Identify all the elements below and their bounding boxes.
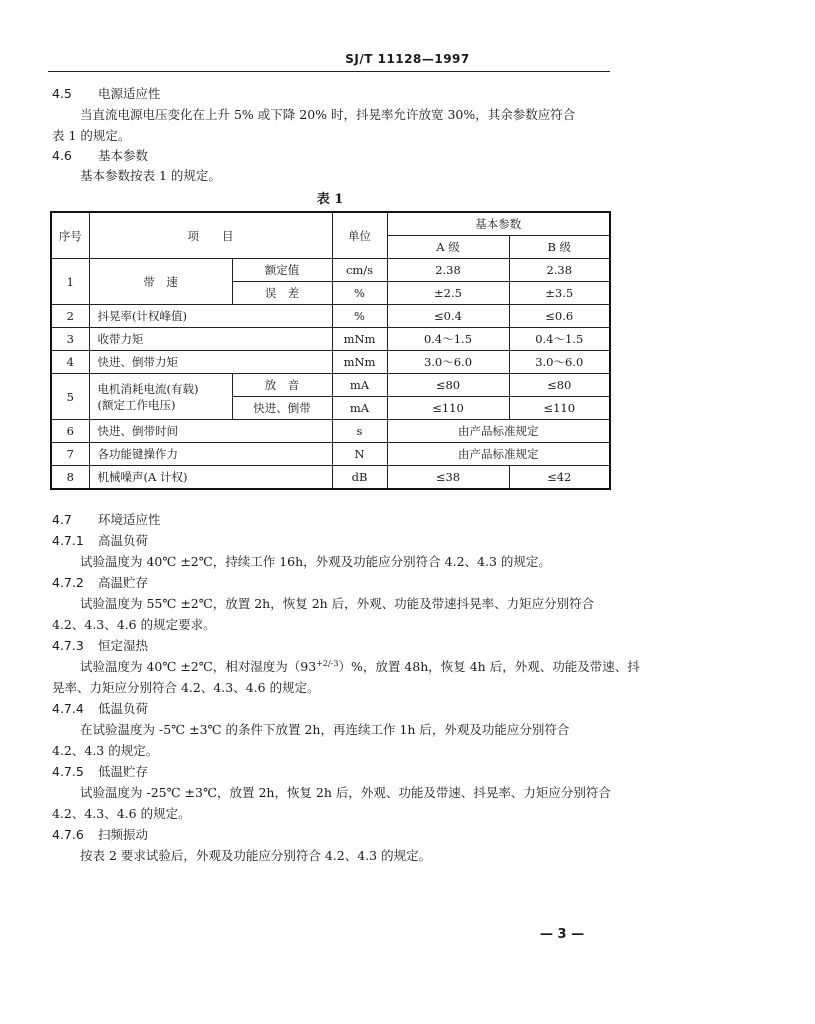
humidity-tolerance: +2/-3 [316,658,339,668]
table-row-5a [51,374,610,397]
row-1-sub2-name: 误 差 [232,282,332,305]
header-item: 项 目 [89,212,332,259]
row-1-sub1-b: 2.38 [509,259,610,282]
row-2-b: ≤0.6 [509,305,610,328]
section-4-7-4-text-line2: 4.2、4.3 的规定。 [52,743,159,758]
section-4-7-heading: 4.7 环境适应性 [52,512,161,527]
row-6-value: 由产品标准规定 [387,420,610,443]
row-5-sub1-name: 放 音 [232,374,332,397]
row-4-a: 3.0～6.0 [387,351,509,374]
section-4-7-2-text-line2: 4.2、4.3、4.6 的规定要求。 [52,617,216,632]
row-5-sub1-a: ≤80 [387,374,509,397]
header-unit: 单位 [332,212,387,259]
table-row-3 [51,328,610,351]
section-4-7-1-text: 试验温度为 40℃ ±2℃，持续工作 16h，外观及功能应分别符合 4.2、4.3 的规定。 [80,554,551,569]
row-7-value: 由产品标准规定 [387,443,610,466]
row-1-sub2-b: ±3.5 [509,282,610,305]
row-5-sub2-unit: mA [332,397,387,420]
row-3-a: 0.4～1.5 [387,328,509,351]
document-header-code: SJ/T 11128—1997 [345,52,470,66]
section-4-7-4-text-line1: 在试验温度为 -5℃ ±3℃ 的条件下放置 2h，再连续工作 1h 后，外观及功能应分别符合 [80,722,570,737]
row-2-a: ≤0.4 [387,305,509,328]
row-6-seq: 6 [51,420,89,443]
row-7-item: 各功能键操作力 [89,443,332,466]
table-row-4 [51,351,610,374]
row-6-unit: s [332,420,387,443]
row-4-b: 3.0～6.0 [509,351,610,374]
row-2-unit: % [332,305,387,328]
row-1-sub2-a: ±2.5 [387,282,509,305]
section-4-5-text-line1: 当直流电源电压变化在上升 5% 或下降 20% 时，抖晃率允许放宽 30%，其余参数应符合 [80,107,576,122]
row-4-seq: 4 [51,351,89,374]
header-grade-b: B 级 [509,236,610,259]
basic-parameters-table [50,211,611,490]
row-7-unit: N [332,443,387,466]
section-4-7-1-heading: 4.7.1 高温负荷 [52,533,149,548]
row-5-item [89,374,232,420]
section-4-5-text-line2: 表 1 的规定。 [52,128,131,143]
row-1-sub1-a: 2.38 [387,259,509,282]
section-4-7-6-heading: 4.7.6 扫频振动 [52,827,149,842]
section-4-7-6-text: 按表 2 要求试验后，外观及功能应分别符合 4.2、4.3 的规定。 [80,848,432,863]
row-1-sub2-unit: % [332,282,387,305]
section-4-6-text: 基本参数按表 1 的规定。 [80,168,221,183]
section-4-7-3-heading: 4.7.3 恒定湿热 [52,638,149,653]
row-8-item: 机械噪声(A 计权) [89,466,332,490]
table-row-1a [51,259,610,282]
row-8-a: ≤38 [387,466,509,490]
page-number: — 3 — [540,927,585,942]
row-3-item: 收带力矩 [89,328,332,351]
table-row-8 [51,466,610,490]
row-5-sub2-name: 快进、倒带 [232,397,332,420]
row-7-seq: 7 [51,443,89,466]
row-6-item: 快进、倒带时间 [89,420,332,443]
row-4-item: 快进、倒带力矩 [89,351,332,374]
section-4-7-5-text-line2: 4.2、4.3、4.6 的规定。 [52,806,191,821]
row-5-item-line1: 电机消耗电流(有载) [97,381,199,396]
table-1-caption: 表 1 [316,192,344,207]
header-seq: 序号 [51,212,89,259]
row-5-sub2-b: ≤110 [509,397,610,420]
row-1-item: 带 速 [89,259,232,305]
section-4-7-2-heading: 4.7.2 高温贮存 [52,575,149,590]
row-8-unit: dB [332,466,387,490]
table-header-row [51,212,610,236]
row-5-sub1-unit: mA [332,374,387,397]
header-divider [48,71,610,72]
row-1-seq: 1 [51,259,89,305]
section-4-7-3-text-line2: 晃率、力矩应分别符合 4.2、4.3、4.6 的规定。 [52,680,320,695]
row-5-sub1-b: ≤80 [509,374,610,397]
row-1-sub1-unit: cm/s [332,259,387,282]
row-3-seq: 3 [51,328,89,351]
section-4-7-4-heading: 4.7.4 低温负荷 [52,701,149,716]
table-row-7 [51,443,610,466]
row-5-seq: 5 [51,374,89,420]
row-3-unit: mNm [332,328,387,351]
row-8-seq: 8 [51,466,89,490]
header-basic-params: 基本参数 [387,212,610,236]
row-3-b: 0.4～1.5 [509,328,610,351]
row-4-unit: mNm [332,351,387,374]
section-4-7-5-text-line1: 试验温度为 -25℃ ±3℃，放置 2h，恢复 2h 后，外观、功能及带速、抖晃率、力矩应分别符合 [80,785,611,800]
section-4-7-5-heading: 4.7.5 低温贮存 [52,764,149,779]
section-4-5-heading: 4.5 电源适应性 [52,86,161,101]
row-2-seq: 2 [51,305,89,328]
section-4-7-2-text-line1: 试验温度为 55℃ ±2℃，放置 2h，恢复 2h 后，外观、功能及带速抖晃率、力矩应分别符合 [80,596,595,611]
row-8-b: ≤42 [509,466,610,490]
section-4-7-3-text-line1: 试验温度为 40℃ ±2℃，相对湿度为$(93^{+2/-3})\%$，放置 48h，恢复 4h 后，外观、功能及带速、抖 [80,658,640,674]
table-row-6 [51,420,610,443]
row-1-sub1-name: 额定值 [232,259,332,282]
row-5-item-line2: (额定工作电压) [97,397,176,412]
header-grade-a: A 级 [387,236,509,259]
table-row-2 [51,305,610,328]
row-2-item: 抖晃率(计权峰值) [89,305,332,328]
row-5-sub2-a: ≤110 [387,397,509,420]
section-4-6-heading: 4.6 基本参数 [52,148,149,163]
